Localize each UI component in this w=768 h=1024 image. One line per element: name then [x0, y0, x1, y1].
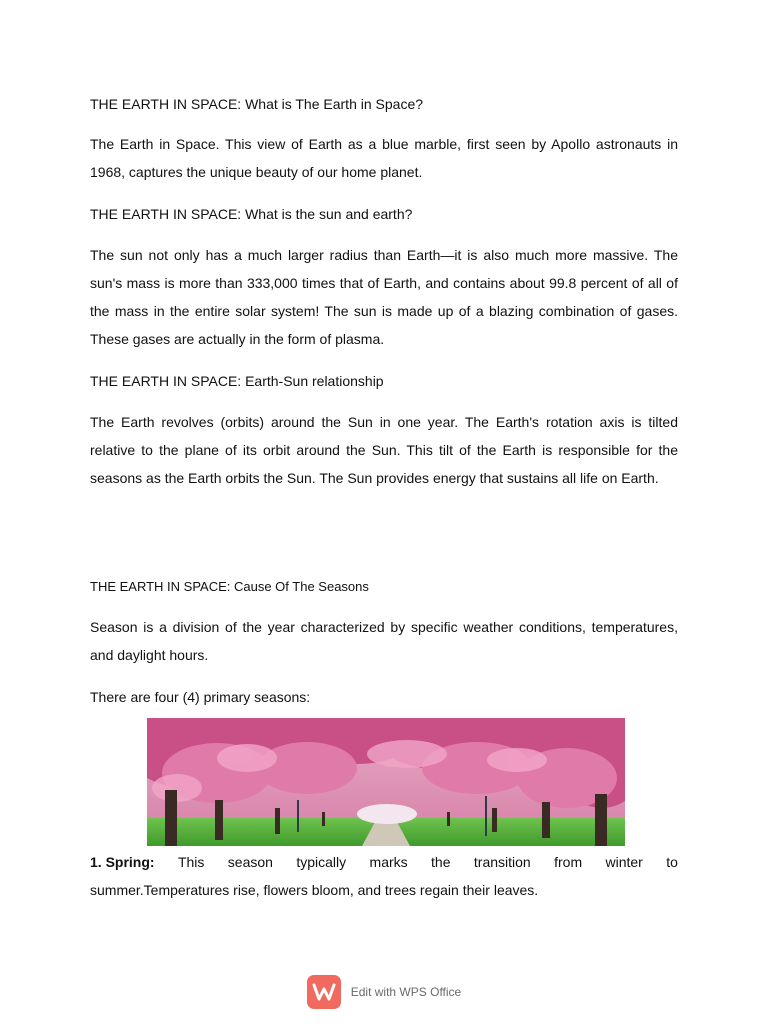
- spring-word: the: [431, 854, 451, 870]
- section-heading-sun-and-earth: THE EARTH IN SPACE: What is the sun and earth?: [90, 206, 413, 222]
- section-heading-earth-sun-relationship: THE EARTH IN SPACE: Earth-Sun relationship: [90, 373, 384, 389]
- wps-edit-link[interactable]: Edit with WPS Office: [350, 985, 462, 999]
- section-body-earth-sun-relationship: The Earth revolves (orbits) around the Sun in one year. The Earth's rotation axis is tilted relative to the plane of its orbit around the Sun. This tilt of the Earth is responsible for the seasons as the Earth orbits the Sun. The Sun provides energy that sustains all life on Earth.: [90, 414, 678, 486]
- spring-line-2: summer.Temperatures rise, flowers bloom, and trees regain their leaves.: [90, 882, 539, 898]
- spring-word: to: [666, 854, 678, 870]
- section-heading-earth-in-space: THE EARTH IN SPACE: What is The Earth in Space?: [90, 96, 424, 112]
- spring-word: typically: [296, 854, 347, 870]
- section-body-earth-in-space: The Earth in Space. This view of Earth as a blue marble, first seen by Apollo astronauts in 1968, captures the unique beauty of our home planet.: [90, 136, 678, 180]
- spring-word: winter: [605, 854, 643, 870]
- seasons-intro: There are four (4) primary seasons:: [90, 689, 311, 705]
- section-body-cause-of-seasons: Season is a division of the year characterized by specific weather conditions, temperatures, and daylight hours.: [90, 619, 678, 663]
- cherry-blossom-photo: [147, 718, 625, 846]
- section-body-sun-and-earth: The sun not only has a much larger radius than Earth—it is also much more massive. The sun's mass is more than 333,000 times that of Earth, and contains about 99.8 percent of all of the mass in the entire solar system! The sun is made up of a blazing combination of gases. These gases are actually in the form of plasma.: [90, 247, 678, 347]
- spring-word: season: [227, 854, 273, 870]
- section-heading-cause-of-seasons: THE EARTH IN SPACE: Cause Of The Seasons: [90, 579, 369, 594]
- spring-description: [90, 848, 678, 904]
- wps-logo-icon[interactable]: [307, 975, 341, 1009]
- spring-word: marks: [369, 854, 408, 870]
- spring-word: This: [177, 854, 205, 870]
- wps-edit-banner[interactable]: [0, 972, 768, 1012]
- spring-lead: 1. Spring:: [90, 854, 155, 870]
- spring-line-1: [90, 848, 678, 876]
- spring-word: transition: [473, 854, 531, 870]
- spring-word: from: [554, 854, 583, 870]
